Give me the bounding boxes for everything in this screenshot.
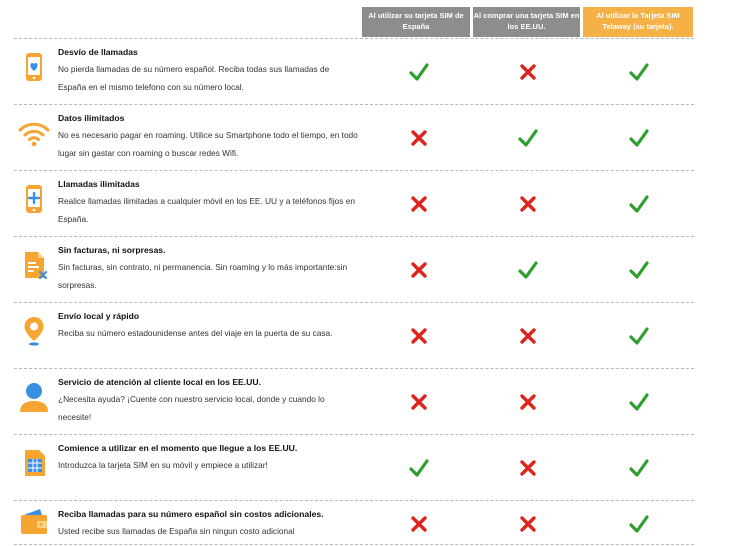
row-title: Comience a utilizar en el momento que llegue a los EE.UU. [58, 443, 298, 453]
table-row [14, 236, 694, 302]
check-icon [517, 127, 539, 149]
row-title: Datos ilimitados [58, 113, 125, 123]
check-icon [628, 391, 650, 413]
table-row [14, 434, 694, 500]
invoice-icon [18, 249, 50, 281]
cross-icon [408, 325, 430, 347]
row-description: No es necesario pagar en roaming. Utilice su Smartphone todo el tiempo, en todo lugar sin gastar con roaming o buscar redes Wifi. [58, 130, 358, 158]
cross-icon [517, 457, 539, 479]
phone-plus-icon [18, 183, 50, 215]
row-description: Realice llamadas ilimitadas a cualquier móvil en los EE. UU y a teléfonos fijos en España. [58, 196, 355, 224]
table-row [14, 302, 694, 368]
row-description: ¿Necesita ayuda? ¡Cuente con nuestro servicio local, donde y cuando lo necesite! [58, 394, 325, 422]
header-buy-us-sim: Al comprar una tarjeta SIM en los EE.UU. [473, 7, 580, 37]
row-description: Introduzca la tarjeta SIM en su móvil y empiece a utilizar! [58, 460, 268, 470]
cross-icon [517, 61, 539, 83]
comparison-table [14, 38, 694, 545]
check-icon [628, 259, 650, 281]
cross-icon [408, 127, 430, 149]
user-avatar-icon [18, 381, 50, 413]
table-row [14, 38, 694, 104]
header-own-spanish-sim: Al utilizar su tarjeta SIM de España [362, 7, 470, 37]
row-description: No pierda llamadas de su número español. Reciba todas sus llamadas de España en el mismo telefono con su número local. [58, 64, 330, 92]
check-icon [628, 325, 650, 347]
cross-icon [408, 391, 430, 413]
wifi-icon [18, 117, 50, 149]
row-title: Desvío de llamadas [58, 47, 138, 57]
row-description: Reciba su número estadounidense antes del viaje en la puerta de su casa. [58, 328, 333, 338]
table-row [14, 104, 694, 170]
check-icon [628, 457, 650, 479]
sim-card-icon [18, 447, 50, 479]
phone-heart-icon [18, 51, 50, 83]
cross-icon [517, 513, 539, 535]
cross-icon [408, 193, 430, 215]
check-icon [408, 457, 430, 479]
cross-icon [517, 391, 539, 413]
comparison-header [362, 7, 693, 37]
row-title: Sin facturas, ni sorpresas. [58, 245, 166, 255]
table-row [14, 500, 694, 545]
cross-icon [517, 325, 539, 347]
cross-icon [517, 193, 539, 215]
check-icon [408, 61, 430, 83]
check-icon [628, 127, 650, 149]
row-title: Servicio de atención al cliente local en los EE.UU. [58, 377, 261, 387]
row-description: Sin facturas, sin contrato, ni permanencia. Sin roaming y lo más importante:sin sorpresas. [58, 262, 348, 290]
check-icon [628, 61, 650, 83]
row-title: Llamadas ilimitadas [58, 179, 140, 189]
row-description: Usted recibe sus llamadas de España sin ningun costo adicional [58, 526, 295, 536]
header-telaway-sim: Al utilizar la Tarjeta SIM Telaway (su tarjeta). [583, 7, 693, 37]
check-icon [628, 513, 650, 535]
check-icon [628, 193, 650, 215]
table-row [14, 368, 694, 434]
wallet-icon [18, 506, 50, 538]
location-pin-icon [18, 315, 50, 347]
cross-icon [408, 259, 430, 281]
check-icon [517, 259, 539, 281]
cross-icon [408, 513, 430, 535]
table-row [14, 170, 694, 236]
row-title: Reciba llamadas para su número español sin costos adicionales. [58, 509, 324, 519]
row-title: Envío local y rápido [58, 311, 140, 321]
